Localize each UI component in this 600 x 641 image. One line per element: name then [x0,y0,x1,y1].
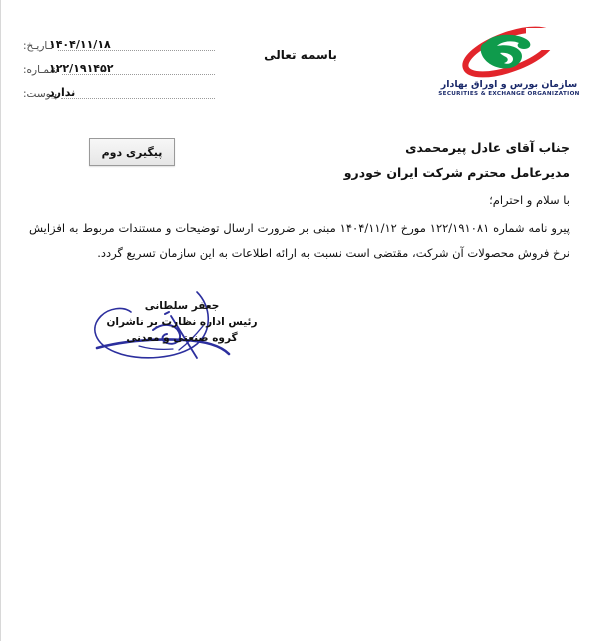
date-label: تـاریـخ: [23,40,54,52]
date-value: ۱۴۰۴/۱۱/۱۸ [49,38,111,51]
followup-stamp-badge: پیگیری دوم [89,138,175,166]
signatory-title-line1: رئیس اداره نظارت بر ناشران [106,316,258,328]
meta-row-date [23,30,219,54]
letter-meta-fields [23,30,219,102]
logo-name-en: SECURITIES & EXCHANGE ORGANIZATION [438,91,580,97]
addressee-name: جناب آقای عادل پیرمحمدی [405,140,570,155]
attachment-label: پیوست: [23,88,58,100]
addressee-title: مدیرعامل محترم شرکت ایران خودرو [343,165,570,180]
number-label: شمـاره: [23,64,59,76]
letter-body [29,216,570,266]
salutation-text: با سلام و احترام؛ [489,193,570,207]
body-paragraph: پیرو نامه شماره ۱۲۲/۱۹۱۰۸۱ مورخ ۱۴۰۴/۱۱/۱۲ مبنی بر ضرورت ارسال توضیحات و مستندات مربوط به افزایش نرخ فروش محصولات آن شرکت، مقتضی است نسبت به ارائه اطلاعات به این سازمان تسریع گردد. [29,221,571,260]
logo-name-fa: سازمان بورس و اوراق بهادار [440,79,578,90]
signature-block [97,298,267,346]
letter-header [1,0,600,115]
signatory-title-line2: گروه صنعتی و معدنی [126,332,238,344]
meta-row-number [23,54,219,78]
signatory-name: جعفر سلطانی [144,300,220,312]
meta-row-attachment [23,78,219,102]
basmala-text: باسمه تعالی [264,48,337,62]
attachment-value: ندارد [49,86,76,99]
number-value: ۱۲۲/۱۹۱۴۵۲ [49,62,114,75]
addressee-block [270,135,570,185]
attachment-dotted-rule [61,97,215,99]
